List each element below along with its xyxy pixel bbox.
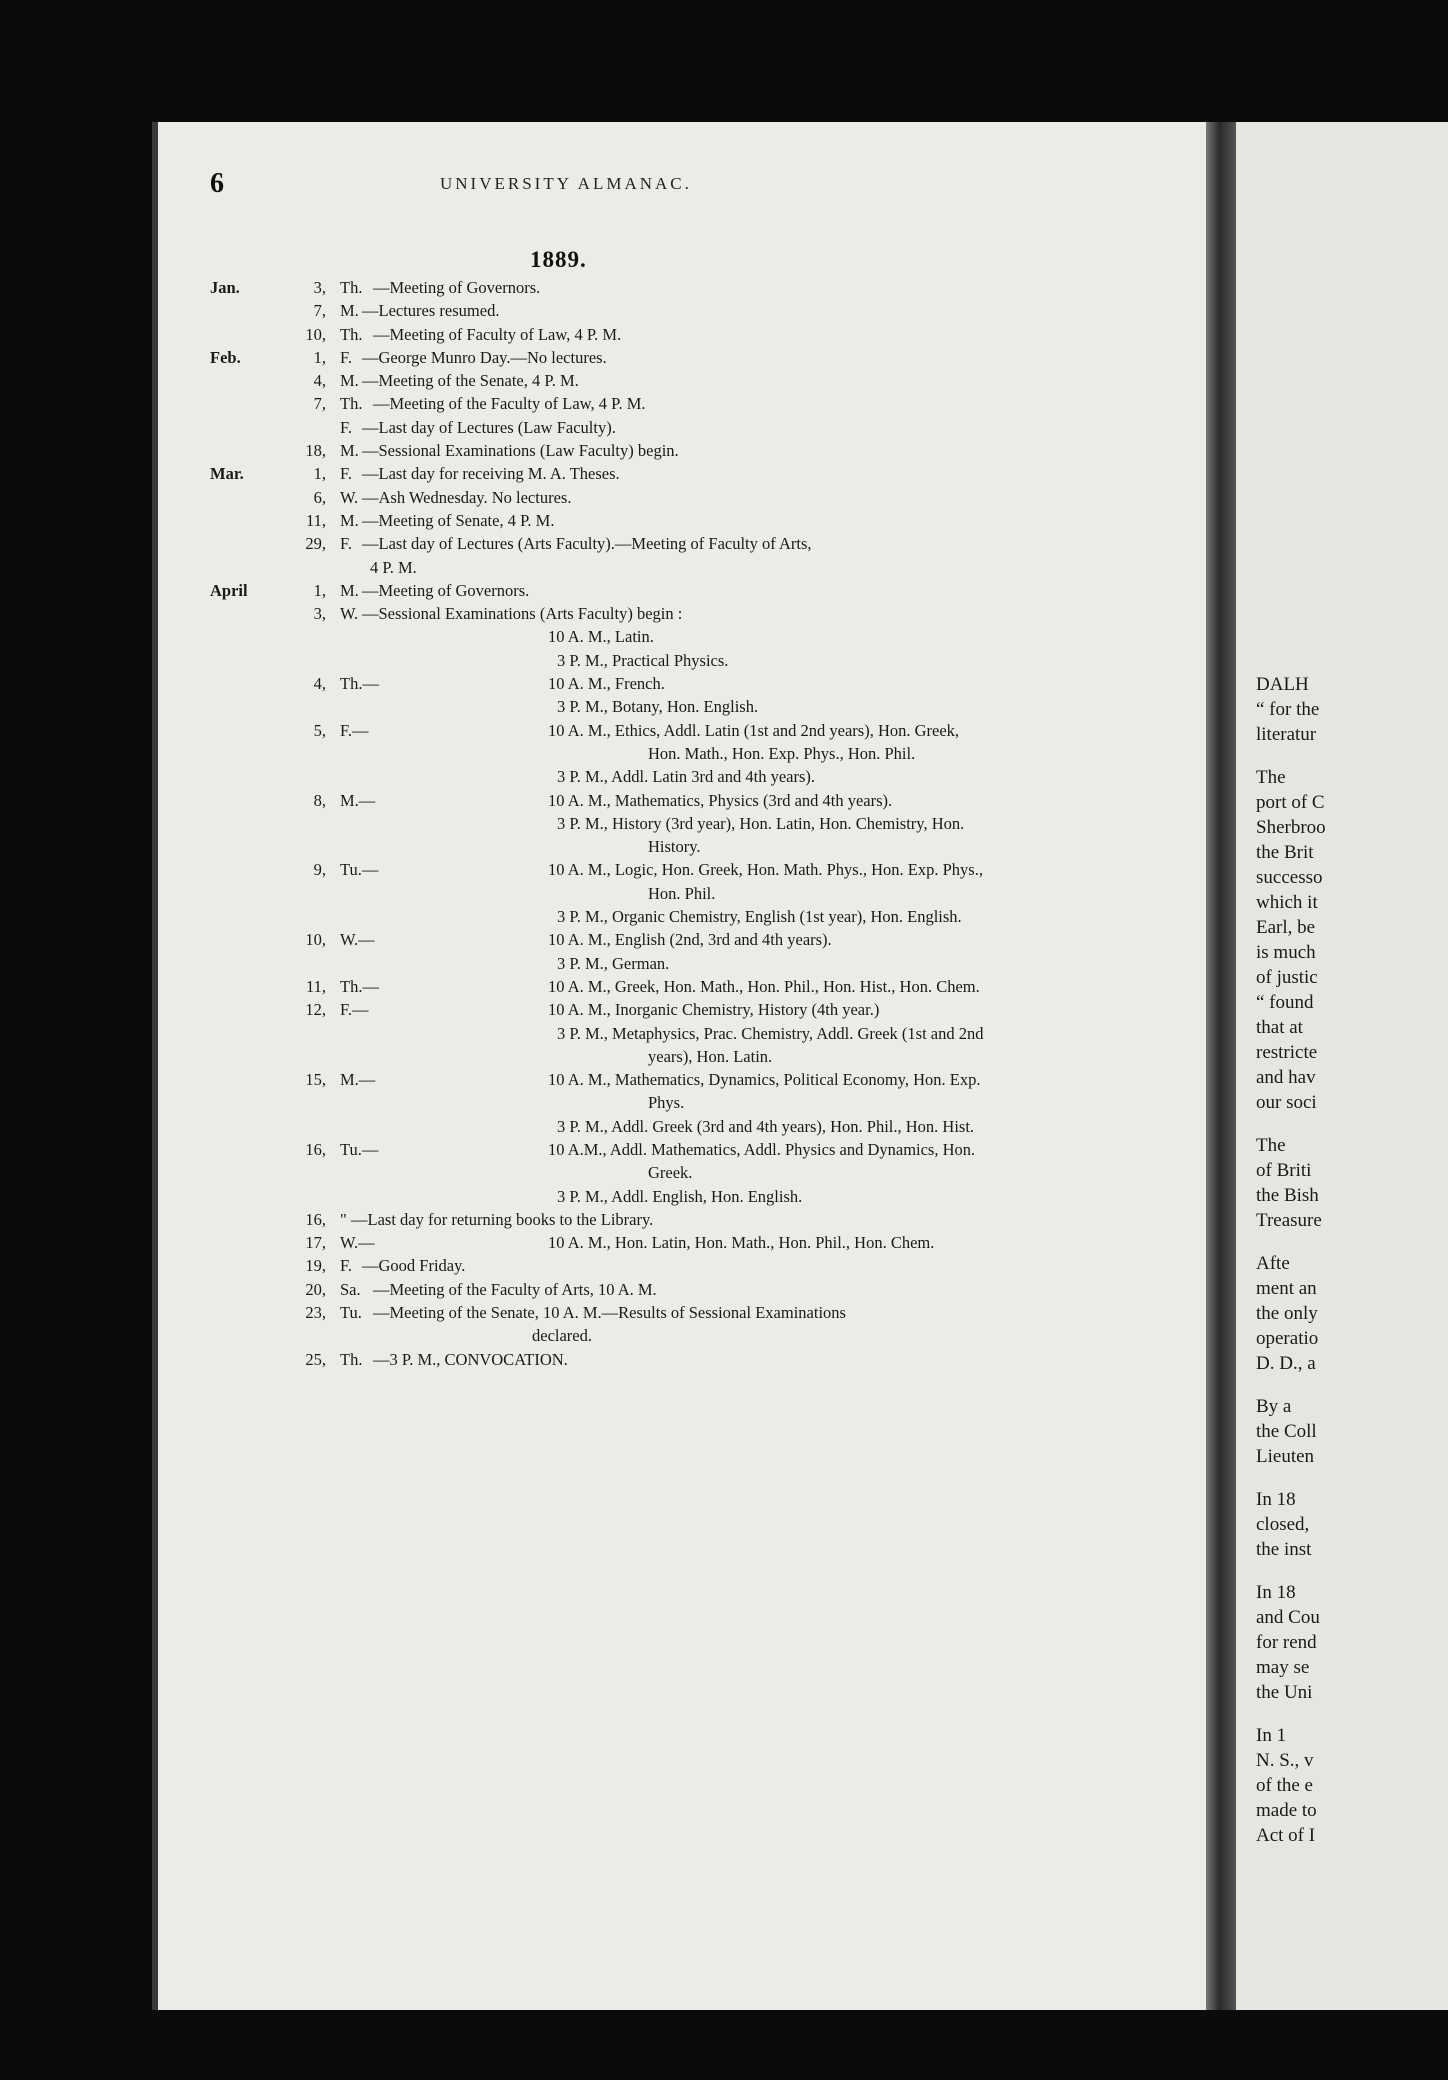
facing-page-line: ment an	[1256, 1278, 1317, 1299]
entry-text: 10 A. M., Mathematics, Physics (3rd and 4th years).	[548, 790, 893, 810]
entry-day: 1,	[313, 580, 326, 600]
entry-weekday: Th.	[340, 1349, 363, 1369]
almanac-entry	[210, 674, 1110, 697]
facing-page-line: The	[1256, 1135, 1286, 1156]
entry-text: 10 A. M., Inorganic Chemistry, History (4th year.)	[548, 1000, 880, 1020]
entry-text: Hon. Phil.	[648, 883, 716, 903]
almanac-entry	[210, 1070, 1110, 1093]
entry-weekday: "	[340, 1209, 347, 1229]
facing-page-line: of justic	[1256, 967, 1318, 988]
entry-text: 3 P. M., Addl. Latin 3rd and 4th years).	[557, 767, 816, 787]
facing-page-line	[1256, 1115, 1326, 1133]
entry-weekday: Th.	[340, 324, 363, 344]
almanac-entry	[210, 1047, 1110, 1070]
entry-text: Greek.	[648, 1163, 693, 1183]
facing-page-line: for rend	[1256, 1632, 1317, 1653]
facing-page-line: N. S., v	[1256, 1750, 1314, 1771]
entry-weekday: M.—	[340, 790, 376, 810]
entry-text: —Last day of Lectures (Law Faculty).	[362, 417, 616, 437]
almanac-entry	[210, 697, 1110, 720]
facing-page-line: of the e	[1256, 1775, 1313, 1796]
almanac-entry	[210, 371, 1110, 394]
entry-text: —Meeting of Senate, 4 P. M.	[362, 510, 555, 530]
entry-day: 5,	[313, 720, 326, 740]
almanac-entry	[210, 464, 1110, 487]
facing-page-line: “ for the	[1256, 699, 1320, 720]
entry-month: Mar.	[210, 464, 244, 484]
almanac-entry	[210, 791, 1110, 814]
almanac-entry	[210, 721, 1110, 744]
entry-text: —Ash Wednesday. No lectures.	[362, 487, 572, 507]
facing-page-line: the Coll	[1256, 1421, 1317, 1442]
facing-page-line: In 1	[1256, 1725, 1287, 1746]
almanac-entry	[210, 907, 1110, 930]
almanac-entry	[210, 1350, 1110, 1373]
facing-page-line: our soci	[1256, 1092, 1317, 1113]
entry-weekday: F.	[340, 464, 352, 484]
entry-day: 3,	[313, 278, 326, 297]
facing-page-line	[1256, 1469, 1326, 1487]
entry-weekday: M.	[340, 371, 359, 391]
almanac-entry	[210, 860, 1110, 883]
entry-text: 3 P. M., History (3rd year), Hon. Latin, Hon. Chemistry, Hon.	[557, 813, 965, 833]
entry-day: 1,	[313, 347, 326, 367]
entry-text: declared.	[532, 1326, 592, 1346]
entry-weekday: F.	[340, 534, 352, 554]
entry-day: 9,	[313, 860, 326, 880]
almanac-entry	[210, 627, 1110, 650]
entry-day: 16,	[305, 1139, 326, 1159]
entry-text: —Meeting of the Faculty of Arts, 10 A. M.	[373, 1279, 657, 1299]
entry-text: 3 P. M., Practical Physics.	[557, 650, 729, 670]
entry-weekday: Tu.—	[340, 860, 379, 880]
facing-page-line: Afte	[1256, 1253, 1290, 1274]
entry-weekday: Th.	[340, 278, 363, 297]
entry-weekday: F.	[340, 1256, 352, 1276]
facing-page-line: and hav	[1256, 1067, 1316, 1088]
entry-text: 3 P. M., Organic Chemistry, English (1st year), Hon. English.	[557, 907, 962, 927]
almanac-entry	[210, 1187, 1110, 1210]
facing-page-line: and Cou	[1256, 1607, 1320, 1628]
entry-day: 1,	[313, 464, 326, 484]
entry-weekday: M.	[340, 510, 359, 530]
entry-text: 10 A. M., Mathematics, Dynamics, Political Economy, Hon. Exp.	[548, 1070, 981, 1090]
facing-page-line: the Uni	[1256, 1682, 1313, 1703]
entry-text: 10 A. M., Hon. Latin, Hon. Math., Hon. Phil., Hon. Chem.	[548, 1233, 935, 1253]
facing-page-line: may se	[1256, 1657, 1310, 1678]
almanac-entry	[210, 814, 1110, 837]
entry-text: —George Munro Day.—No lectures.	[362, 347, 607, 367]
almanac-entry	[210, 1256, 1110, 1279]
entry-day: 6,	[313, 487, 326, 507]
entry-text: —Sessional Examinations (Arts Faculty) begin :	[362, 604, 683, 624]
entry-text: 10 A. M., Logic, Hon. Greek, Hon. Math. Phys., Hon. Exp. Phys.,	[548, 860, 983, 880]
almanac-entry	[210, 1000, 1110, 1023]
entry-day: 17,	[305, 1233, 326, 1253]
entry-weekday: W.	[340, 487, 359, 507]
entry-day: 4,	[313, 674, 326, 694]
entry-day: 19,	[305, 1256, 326, 1276]
facing-page-line: the only	[1256, 1303, 1318, 1324]
almanac-entry	[210, 1210, 1110, 1233]
entry-text: 3 P. M., Addl. Greek (3rd and 4th years), Hon. Phil., Hon. Hist.	[557, 1116, 975, 1136]
entry-weekday: M.	[340, 580, 359, 600]
page-number: 6	[210, 168, 224, 199]
entry-weekday: F.	[340, 417, 352, 437]
facing-page-text	[1256, 672, 1326, 1848]
entry-text: 3 P. M., Botany, Hon. English.	[557, 697, 759, 717]
entry-text: 3 P. M., German.	[557, 953, 670, 973]
facing-page-line: In 18	[1256, 1489, 1296, 1510]
almanac-entry	[210, 301, 1110, 324]
entry-day: 7,	[313, 394, 326, 414]
almanac-entry	[210, 1326, 1110, 1349]
entry-text: 3 P. M., Metaphysics, Prac. Chemistry, Addl. Greek (1st and 2nd	[557, 1023, 984, 1043]
almanac-entry	[210, 511, 1110, 534]
entry-text: —Meeting of Governors.	[362, 580, 530, 600]
entry-day: 16,	[305, 1209, 326, 1229]
entry-day: 20,	[305, 1279, 326, 1299]
facing-page-line	[1256, 1562, 1326, 1580]
almanac-entry	[210, 744, 1110, 767]
entry-day: 12,	[305, 1000, 326, 1020]
running-head: UNIVERSITY ALMANAC.	[440, 174, 692, 193]
entry-weekday: M.	[340, 441, 359, 461]
facing-page-line: the Bish	[1256, 1185, 1319, 1206]
almanac-entry	[210, 1140, 1110, 1163]
almanac-entry	[210, 325, 1110, 348]
entry-text: 10 A. M., French.	[548, 674, 665, 694]
almanac-entry	[210, 1093, 1110, 1116]
facing-page-line: The	[1256, 767, 1286, 788]
almanac-entry	[210, 1117, 1110, 1140]
entry-text: —Meeting of Governors.	[373, 278, 541, 297]
facing-page-line: DALH	[1256, 674, 1309, 695]
entry-weekday: Tu.—	[340, 1139, 379, 1159]
almanac-entry	[210, 534, 1110, 557]
entry-text: —Last day of Lectures (Arts Faculty).—Meeting of Faculty of Arts,	[362, 534, 812, 554]
entry-text: 10 A. M., Ethics, Addl. Latin (1st and 2nd years), Hon. Greek,	[548, 720, 960, 740]
facing-page-line: Act of I	[1256, 1825, 1316, 1846]
facing-page-line: Sherbroo	[1256, 817, 1326, 838]
almanac-entry	[210, 558, 1110, 581]
facing-page-line	[1256, 1705, 1326, 1723]
entry-day: 4,	[313, 371, 326, 391]
facing-page-line: which it	[1256, 892, 1318, 913]
entry-weekday: W.—	[340, 1233, 375, 1253]
facing-page-line: made to	[1256, 1800, 1317, 1821]
entry-text: History.	[648, 837, 701, 857]
book-spine	[1206, 122, 1236, 2010]
facing-page-line: port of C	[1256, 792, 1325, 813]
entry-day: 11,	[305, 976, 326, 996]
facing-page-line: “ found	[1256, 992, 1314, 1013]
entry-text: —Last day for receiving M. A. Theses.	[362, 464, 620, 484]
year-heading: 1889.	[530, 247, 587, 272]
entry-weekday: W.—	[340, 930, 375, 950]
entry-weekday: Th.—	[340, 976, 379, 996]
entry-text: —3 P. M., CONVOCATION.	[373, 1349, 568, 1369]
entry-text: —Lectures resumed.	[362, 301, 500, 321]
entry-month: Jan.	[210, 278, 240, 297]
entry-text: Hon. Math., Hon. Exp. Phys., Hon. Phil.	[648, 743, 916, 763]
almanac-entry	[210, 1303, 1110, 1326]
almanac-entry	[210, 651, 1110, 674]
facing-page-line: the Brit	[1256, 842, 1314, 863]
entry-day: 3,	[313, 604, 326, 624]
entry-weekday: M.—	[340, 1070, 376, 1090]
almanac-entry	[210, 418, 1110, 441]
facing-page-line: of Briti	[1256, 1160, 1312, 1181]
entry-text: years), Hon. Latin.	[648, 1046, 773, 1066]
almanac-entry	[210, 604, 1110, 627]
entry-day: 23,	[305, 1303, 326, 1323]
facing-page-line: operatio	[1256, 1328, 1319, 1349]
almanac-entry	[210, 278, 1110, 301]
almanac-entry	[210, 767, 1110, 790]
entry-day: 8,	[313, 790, 326, 810]
almanac-entry	[210, 954, 1110, 977]
entry-month: April	[210, 580, 248, 600]
facing-page-line: Treasure	[1256, 1210, 1322, 1231]
entry-text: 10 A. M., Greek, Hon. Math., Hon. Phil., Hon. Hist., Hon. Chem.	[548, 976, 980, 996]
almanac-entry	[210, 1233, 1110, 1256]
entry-text: —Sessional Examinations (Law Faculty) begin.	[362, 441, 679, 461]
facing-page-line: In 18	[1256, 1582, 1296, 1603]
almanac-entry	[210, 348, 1110, 371]
page-header	[210, 168, 990, 218]
entry-text: 3 P. M., Addl. English, Hon. English.	[557, 1186, 803, 1206]
entry-day: 10,	[305, 930, 326, 950]
almanac-entry	[210, 1024, 1110, 1047]
almanac-entry	[210, 441, 1110, 464]
entry-weekday: Th.	[340, 394, 363, 414]
facing-page-line: Earl, be	[1256, 917, 1316, 938]
almanac-entry	[210, 930, 1110, 953]
facing-page-line: is much	[1256, 942, 1316, 963]
page-right	[1236, 122, 1448, 2010]
facing-page-line: that at	[1256, 1017, 1303, 1038]
almanac-entry	[210, 394, 1110, 417]
entry-text: —Good Friday.	[362, 1256, 466, 1276]
facing-page-line	[1256, 747, 1326, 765]
facing-page-line: literatur	[1256, 724, 1317, 745]
facing-page-line	[1256, 1376, 1326, 1394]
entry-day: 29,	[305, 534, 326, 554]
entry-month: Feb.	[210, 347, 241, 367]
almanac-entries	[210, 278, 1110, 1373]
almanac-entry	[210, 488, 1110, 511]
facing-page-line	[1256, 1233, 1326, 1251]
entry-weekday: W.	[340, 604, 359, 624]
entry-text: —Meeting of the Senate, 10 A. M.—Results of Sessional Examinations	[373, 1303, 846, 1323]
entry-weekday: M.	[340, 301, 359, 321]
entry-weekday: Th.—	[340, 674, 379, 694]
entry-day: 11,	[305, 510, 326, 530]
entry-text: 10 A. M., English (2nd, 3rd and 4th years).	[548, 930, 832, 950]
facing-page-line: successo	[1256, 867, 1323, 888]
entry-text: —Meeting of the Senate, 4 P. M.	[362, 371, 579, 391]
almanac-entry	[210, 581, 1110, 604]
entry-weekday: F.—	[340, 1000, 369, 1020]
entry-weekday: Tu.	[340, 1303, 362, 1323]
almanac-entry	[210, 884, 1110, 907]
entry-day: 25,	[305, 1349, 326, 1369]
entry-text: —Last day for returning books to the Library.	[351, 1209, 654, 1229]
almanac-entry	[210, 977, 1110, 1000]
entry-day: 18,	[305, 441, 326, 461]
entry-text: 4 P. M.	[370, 557, 417, 577]
entry-weekday: F.—	[340, 720, 369, 740]
facing-page-line: the inst	[1256, 1539, 1312, 1560]
facing-page-line: closed,	[1256, 1514, 1310, 1535]
facing-page-line: D. D., a	[1256, 1353, 1316, 1374]
almanac-entry	[210, 1280, 1110, 1303]
almanac-entry	[210, 837, 1110, 860]
entry-weekday: Sa.	[340, 1279, 361, 1299]
entry-day: 15,	[305, 1070, 326, 1090]
facing-page-line: Lieuten	[1256, 1446, 1315, 1467]
entry-text: —Meeting of Faculty of Law, 4 P. M.	[373, 324, 622, 344]
entry-weekday: F.	[340, 347, 352, 367]
entry-day: 10,	[305, 324, 326, 344]
entry-text: Phys.	[648, 1093, 685, 1113]
facing-page-line: By a	[1256, 1396, 1292, 1417]
entry-text: 10 A.M., Addl. Mathematics, Addl. Physics and Dynamics, Hon.	[548, 1139, 976, 1159]
entry-text: 10 A. M., Latin.	[548, 627, 654, 647]
almanac-entry	[210, 1163, 1110, 1186]
entry-day: 7,	[313, 301, 326, 321]
facing-page-line: restricte	[1256, 1042, 1318, 1063]
entry-text: —Meeting of the Faculty of Law, 4 P. M.	[373, 394, 646, 414]
